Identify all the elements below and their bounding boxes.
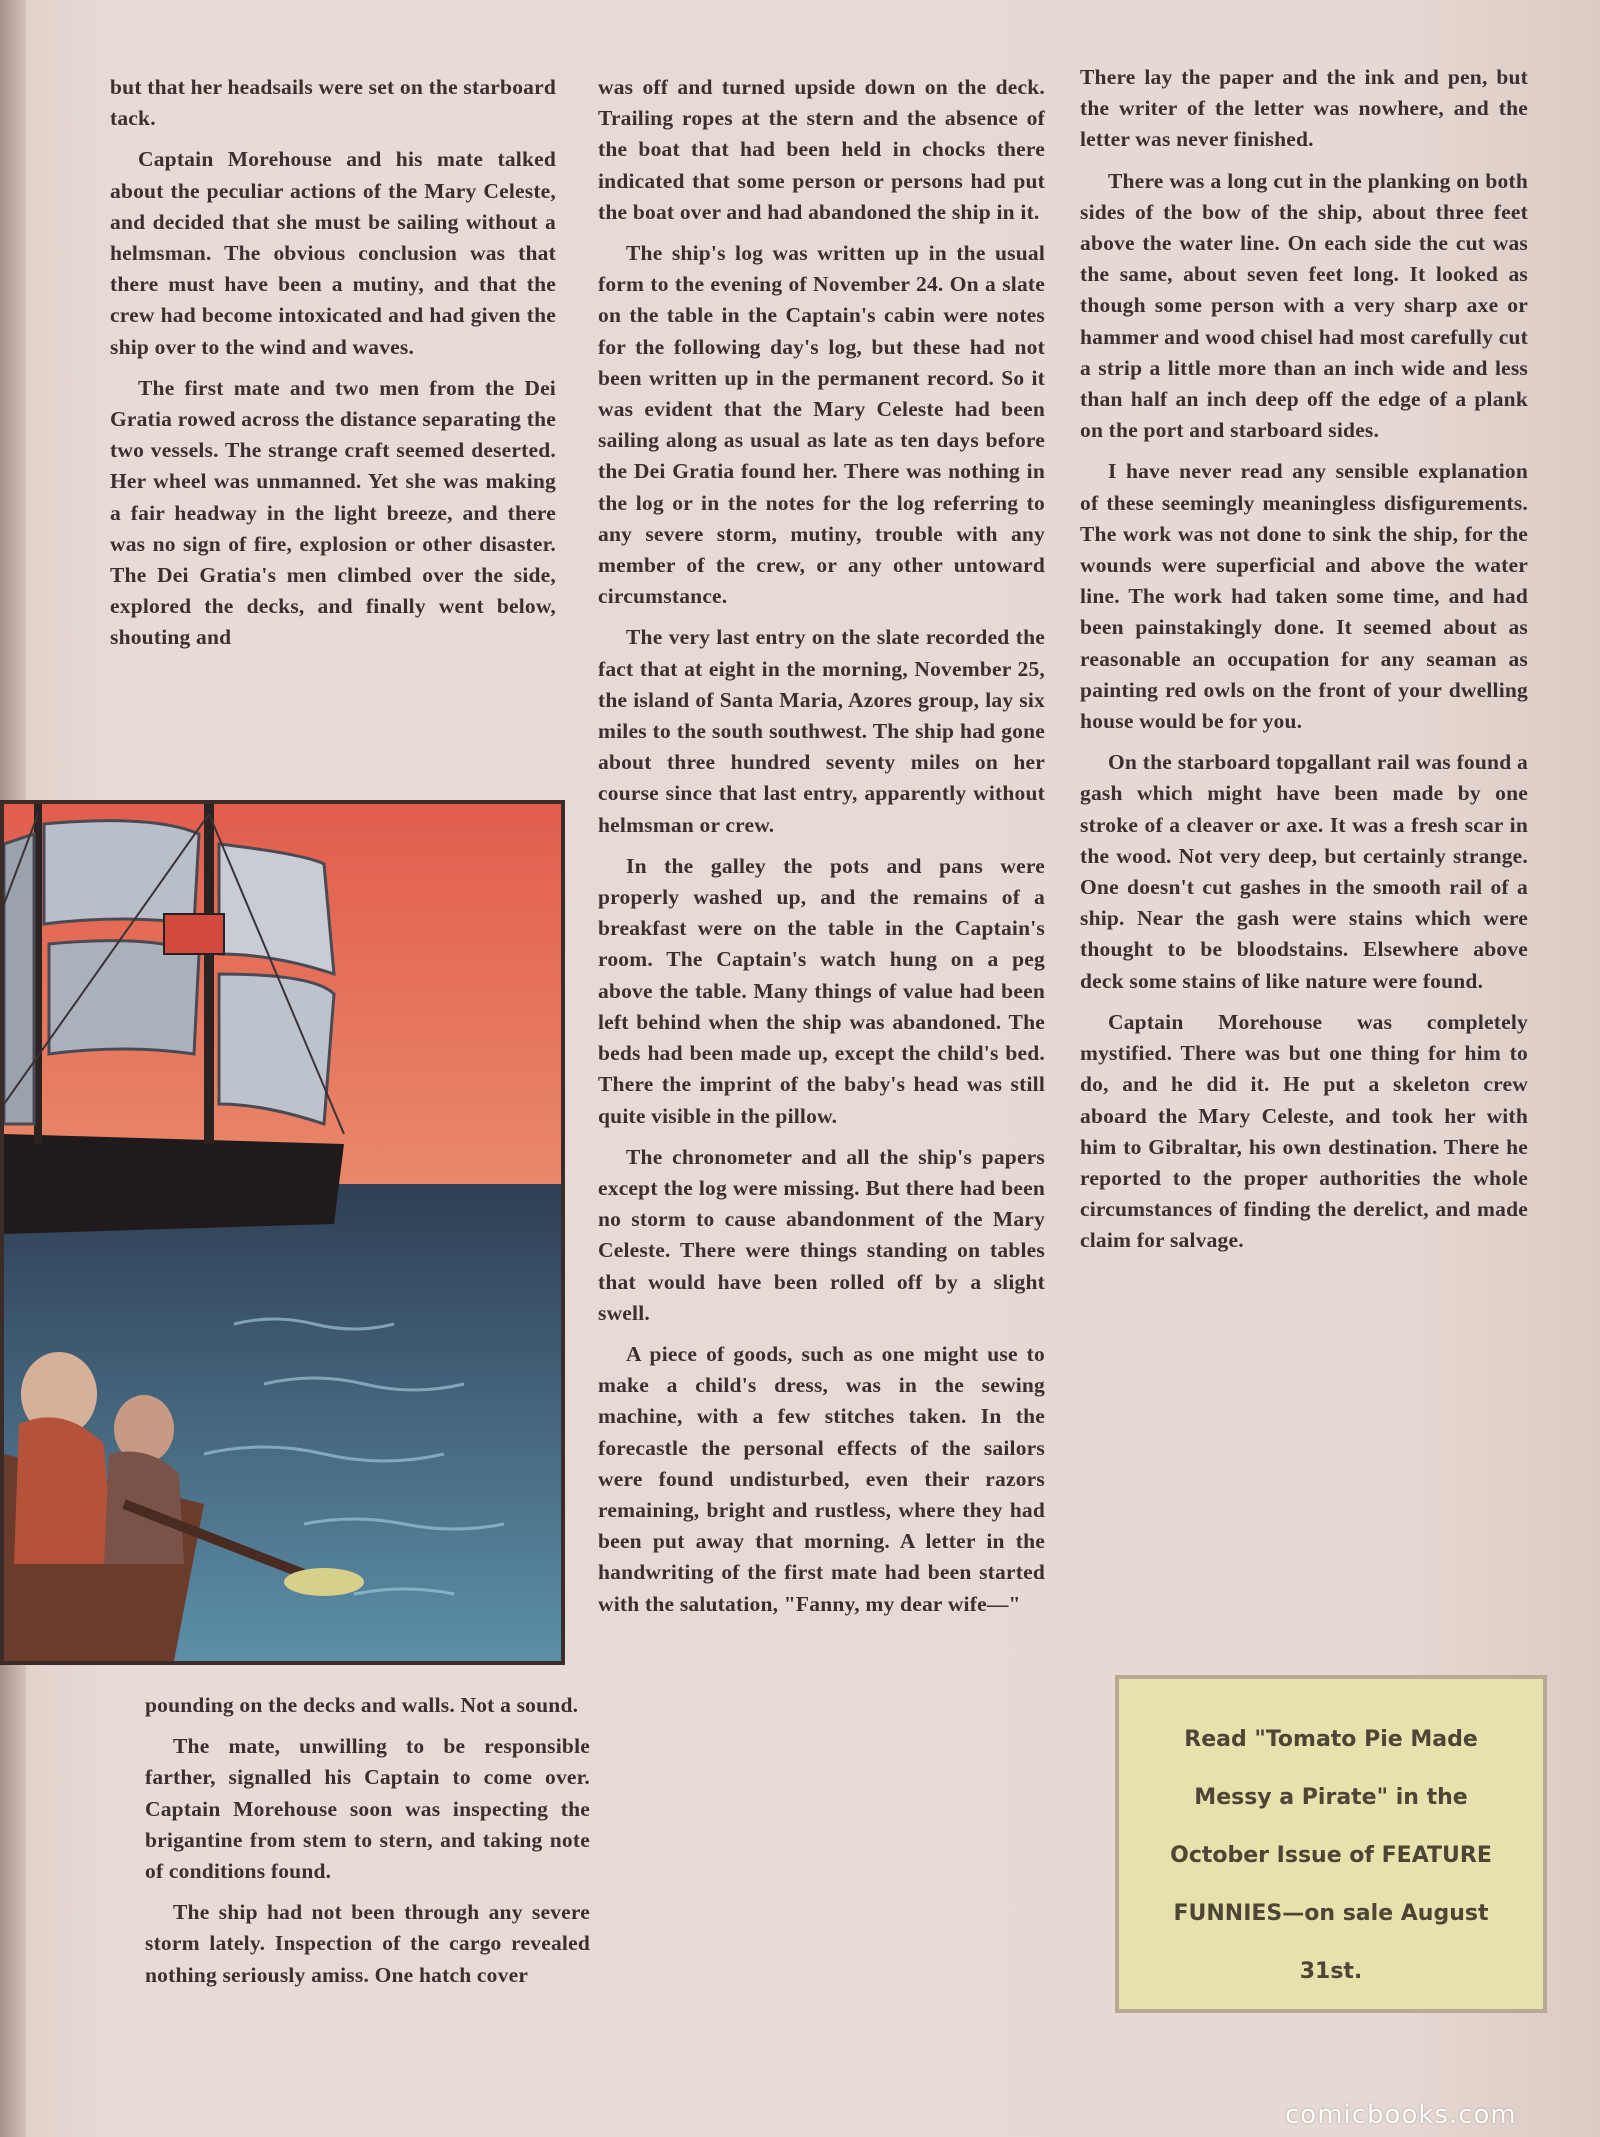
paragraph: The very last entry on the slate recorded the fact that at eight in the morning, November 25, the island of Santa Maria, Azores group, lay six miles to the south southwest. The ship had gone about three hundred seventy miles on her course since that last entry, apparently without helmsman or crew.	[598, 625, 1045, 837]
paragraph: The ship's log was written up in the usual form to the evening of November 24. On a slate on the table in the Captain's cabin were notes for the following day's log, but these had not been written up in the permanent record. So it was evident that the Mary Celeste had been sailing along as usual as late as ten days before the Dei Gratia found her. There was nothing in the log or in the notes for the log referring to any severe storm, mutiny, trouble with any member of the crew, or any other untoward circumstance.	[598, 241, 1045, 609]
paragraph: There lay the paper and the ink and pen, but the writer of the letter was nowhere, and the letter was never finished.	[1080, 65, 1528, 152]
paragraph: The chronometer and all the ship's papers except the log were missing. But there had been no storm to cause abandonment of the Mary Celeste. There were things standing on tables that would have been rolled off by a slight swell.	[598, 1144, 1045, 1325]
paragraph: pounding on the decks and walls. Not a sound.	[145, 1693, 579, 1717]
paragraph: I have never read any sensible explanation of these seemingly meaningless disfigurements. The work was not done to sink the ship, for the wounds were superficial and above the water line. The work had taken some time, and had been painstakingly done. It seemed about as reasonable an occupation for any seaman as painting red owls on the front of your dwelling house would be for you.	[1080, 459, 1528, 734]
ship-illustration-art	[4, 804, 561, 1661]
promo-box	[1115, 1675, 1547, 2013]
paragraph: The mate, unwilling to be responsible farther, signalled his Captain to come over. Captain Morehouse soon was inspecting the brigantine from stem to stern, and taking note of conditions found.	[145, 1734, 590, 1884]
paragraph: The first mate and two men from the Dei Gratia rowed across the distance separating the two vessels. The strange craft seemed deserted. Her wheel was unmanned. Yet she was making a fair headway in the light breeze, and there was no sign of fire, explosion or other disaster. The Dei Gratia's men climbed over the side, explored the decks, and finally went below, shouting and	[110, 375, 556, 650]
paragraph: Captain Morehouse was completely mystified. There was but one thing for him to do, and he did it. He put a skeleton crew aboard the Mary Celeste, and took her with him to Gibraltar, his own destination. There he reported to the proper authorities the whole circumstances of finding the derelict, and made claim for salvage.	[1080, 1009, 1528, 1253]
paragraph: On the starboard topgallant rail was found a gash which might have been made by one stroke of a cleaver or axe. It was a fresh scar in the wood. Not very deep, but certainly strange. One doesn't cut gashes in the smooth rail of a ship. Near the gash were stains which were thought to be bloodstains. Elsewhere above deck some stains of like nature were found.	[1080, 750, 1528, 993]
paragraph: but that her headsails were set on the starboard tack.	[110, 75, 556, 131]
paragraph: was off and turned upside down on the deck. Trailing ropes at the stern and the absence of the boat that had been held in chocks there indicated that some person or persons had put the boat over and had abandoned the ship in it.	[598, 75, 1045, 224]
text-column-2	[598, 72, 1045, 2092]
text-column-1-top	[110, 72, 556, 762]
text-column-3	[1080, 62, 1528, 1652]
ship-illustration	[0, 800, 565, 1665]
text-column-1-bottom	[145, 1690, 590, 2090]
paragraph: In the galley the pots and pans were properly washed up, and the remains of a breakfast were on the table in the Captain's room. The Captain's watch hung on a peg above the table. Many things of value had been left behind when the ship was abandoned. The beds had been made up, except the child's bed. There the imprint of the baby's head was still quite visible in the pillow.	[598, 853, 1045, 1128]
watermark-text: comicbooks.com	[1285, 2100, 1517, 2130]
paragraph: Captain Morehouse and his mate talked about the peculiar actions of the Mary Celeste, and decided that she must be sailing without a helmsman. The obvious conclusion was that there must have been a mutiny, and that the crew had become intoxicated and had given the ship over to the wind and waves.	[110, 147, 556, 359]
paragraph: There was a long cut in the planking on both sides of the bow of the ship, about three feet above the water line. On each side the cut was the same, about seven feet long. It looked as though some person with a very sharp axe or hammer and wood chisel had most carefully cut a strip a little more than an inch wide and less than half an inch deep off the edge of a plank on the port and starboard sides.	[1080, 168, 1528, 443]
paragraph: The ship had not been through any severe storm lately. Inspection of the cargo revealed nothing seriously amiss. One hatch cover	[145, 1900, 590, 1987]
paragraph: A piece of goods, such as one might use to make a child's dress, was in the sewing machine, with a few stitches taken. In the forecastle the personal effects of the sailors were found undisturbed, even their razors remaining, bright and rustless, where they had been put away that morning. A letter in the handwriting of the first mate had been started with the salutation, "Fanny, my dear wife—"	[598, 1341, 1045, 1616]
promo-text: Read "Tomato Pie Made Messy a Pirate" in the October Issue of FEATURE FUNNIES—on sale August 31st.	[1170, 1727, 1492, 1984]
